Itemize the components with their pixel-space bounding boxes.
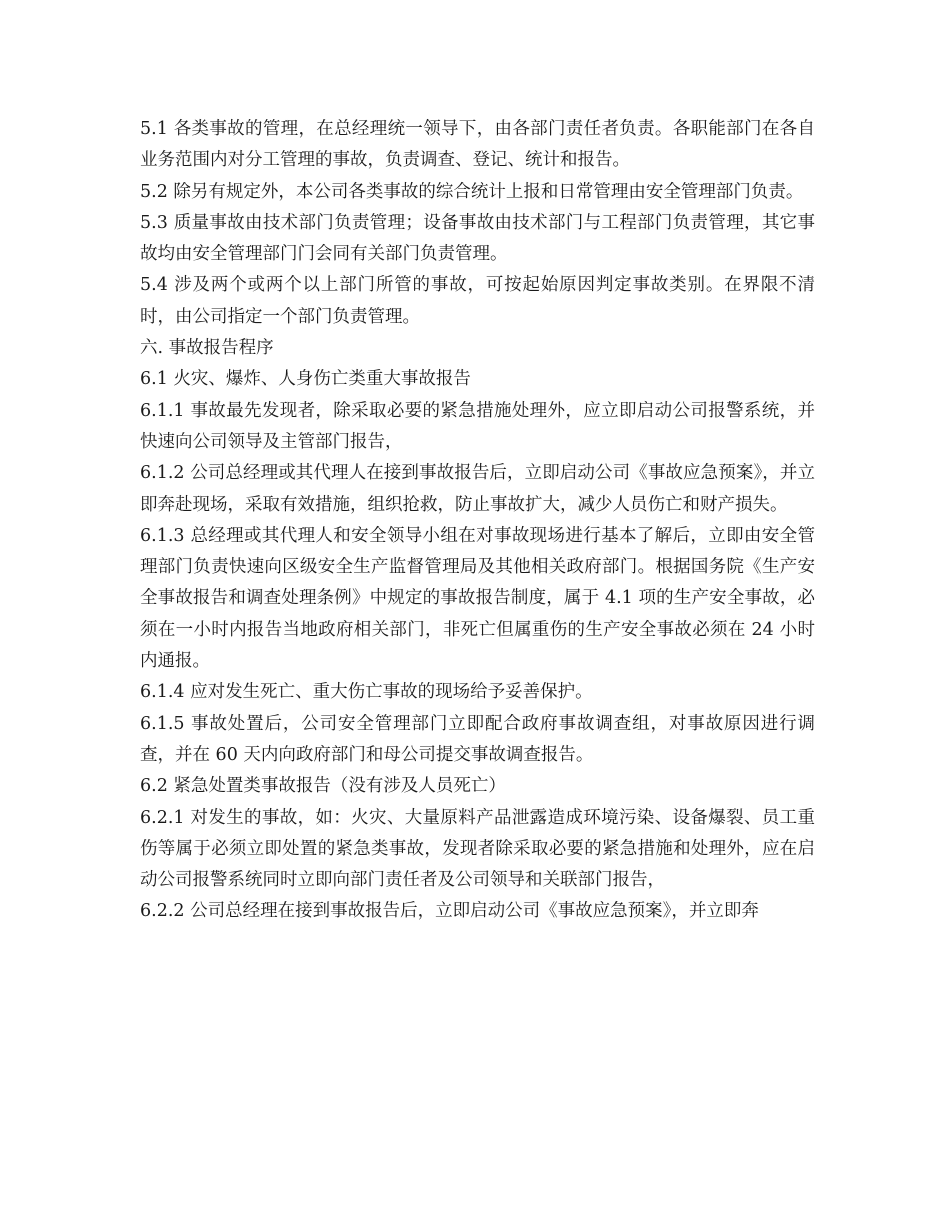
document-body — [140, 114, 815, 928]
clause-5-2: 5.2 除另有规定外，本公司各类事故的综合统计上报和日常管理由安全管理部门负责。 — [140, 181, 804, 202]
clause-5-1: 5.1 各类事故的管理，在总经理统一领导下，由各部门责任者负责。各职能部门在各自业务范围内对分工管理的事故，负责调查、登记、统计和报告。 — [140, 119, 815, 171]
section-heading-6: 六. 事故报告程序 — [140, 338, 274, 359]
clause-6-1-1: 6.1.1 事故最先发现者，除采取必要的紧急措施处理外，应立即启动公司报警系统，并快速向公司领导及主管部门报告， — [140, 400, 815, 452]
clause-6-1-5: 6.1.5 事故处置后，公司安全管理部门立即配合政府事故调查组，对事故原因进行调查，并在 60 天内向政府部门和母公司提交事故调查报告。 — [140, 713, 815, 765]
clause-6-1-2: 6.1.2 公司总经理或其代理人在接到事故报告后，立即启动公司《事故应急预案》，并立即奔赴现场，采取有效措施，组织抢救，防止事故扩大，减少人员伤亡和财产损失。 — [140, 463, 815, 515]
clause-6-1: 6.1 火灾、爆炸、人身伤亡类重大事故报告 — [140, 369, 471, 390]
clause-6-2-2: 6.2.2 公司总经理在接到事故报告后，立即启动公司《事故应急预案》，并立即奔 — [140, 901, 759, 922]
clause-6-1-3: 6.1.3 总经理或其代理人和安全领导小组在对事故现场进行基本了解后，立即由安全管理部门负责快速向区级安全生产监督管理局及其他相关政府部门。根据国务院《生产安全事故报告和调查处理条例》中规定的事故报告制度，属于 4.1 项的生产安全事故，必须在一小时内报告当地政府相关部门，非死亡但属重伤的生产安全事故必须在 24 小时内通报。 — [140, 525, 815, 672]
clause-6-2: 6.2 紧急处置类事故报告（没有涉及人员死亡） — [140, 776, 506, 797]
clause-5-3: 5.3 质量事故由技术部门负责管理；设备事故由技术部门与工程部门负责管理，其它事故均由安全管理部门门会同有关部门负责管理。 — [140, 212, 815, 265]
clause-6-2-1: 6.2.1 对发生的事故，如：火灾、大量原料产品泄露造成环境污染、设备爆裂、员工重伤等属于必须立即处置的紧急类事故，发现者除采取必要的紧急措施和处理外，应在启动公司报警系统同时立即向部门责任者及公司领导和关联部门报告， — [140, 807, 815, 891]
clause-6-1-4: 6.1.4 应对发生死亡、重大伤亡事故的现场给予妥善保护。 — [140, 682, 593, 703]
clause-5-4: 5.4 涉及两个或两个以上部门所管的事故，可按起始原因判定事故类别。在界限不清时，由公司指定一个部门负责管理。 — [140, 275, 815, 327]
